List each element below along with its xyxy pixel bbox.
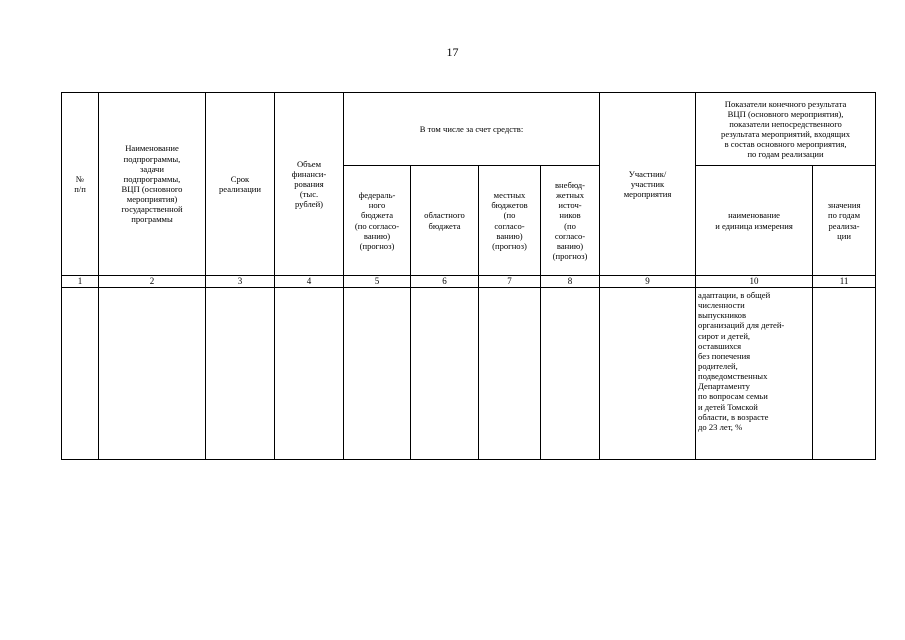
header-program-name: Наименование подпрограммы, задачи подпрограммы, ВЦП (основного мероприятия) государственной программы	[99, 93, 206, 276]
cell-indicator-values	[813, 288, 876, 460]
column-number: 8	[541, 276, 600, 288]
page-number: 17	[446, 45, 459, 59]
column-number: 4	[275, 276, 344, 288]
header-local-budgets: местных бюджетов (по согласо- ванию) (прогноз)	[479, 166, 541, 276]
column-numbers-row	[62, 276, 876, 288]
header-indicators-group: Показатели конечного результата ВЦП (основного мероприятия), показатели непосредственного результата мероприятий, входящих в состав основного мероприятия, по годам реализации	[696, 93, 876, 166]
column-number: 6	[411, 276, 479, 288]
cell-term	[206, 288, 275, 460]
column-number: 10	[696, 276, 813, 288]
header-number: № п/п	[62, 93, 99, 276]
cell-participant	[600, 288, 696, 460]
column-number: 9	[600, 276, 696, 288]
header-funds-group: В том числе за счет средств:	[344, 93, 600, 166]
cell-extrabudgetary	[541, 288, 600, 460]
header-regional-budget: областного бюджета	[411, 166, 479, 276]
column-number: 1	[62, 276, 99, 288]
header-term: Срок реализации	[206, 93, 275, 276]
cell-indicator-name: адаптации, в общей численности выпускников организаций для детей- сирот и детей, оставшихся без попечения родителей, подведомственных Департаменту по вопросам семьи и детей Томской области, в возрасте до 23 лет, %	[696, 288, 813, 460]
column-number: 7	[479, 276, 541, 288]
cell-funding-volume	[275, 288, 344, 460]
program-table	[61, 92, 876, 460]
header-indicator-name: наименование и единица измерения	[696, 166, 813, 276]
cell-local-budgets	[479, 288, 541, 460]
cell-regional-budget	[411, 288, 479, 460]
column-number: 3	[206, 276, 275, 288]
cell-program-name	[99, 288, 206, 460]
header-participant: Участник/ участник мероприятия	[600, 93, 696, 276]
column-number: 2	[99, 276, 206, 288]
header-indicator-values: значения по годам реализа- ции	[813, 166, 876, 276]
header-federal-budget: федераль- ного бюджета (по согласо- ванию) (прогноз)	[344, 166, 411, 276]
header-extrabudgetary: внебюд- жетных источ- ников (по согласо- ванию) (прогноз)	[541, 166, 600, 276]
column-number: 11	[813, 276, 876, 288]
cell-federal-budget	[344, 288, 411, 460]
cell-number	[62, 288, 99, 460]
header-funding-volume: Объем финанси- рования (тыс. рублей)	[275, 93, 344, 276]
table-row	[62, 288, 876, 460]
column-number: 5	[344, 276, 411, 288]
